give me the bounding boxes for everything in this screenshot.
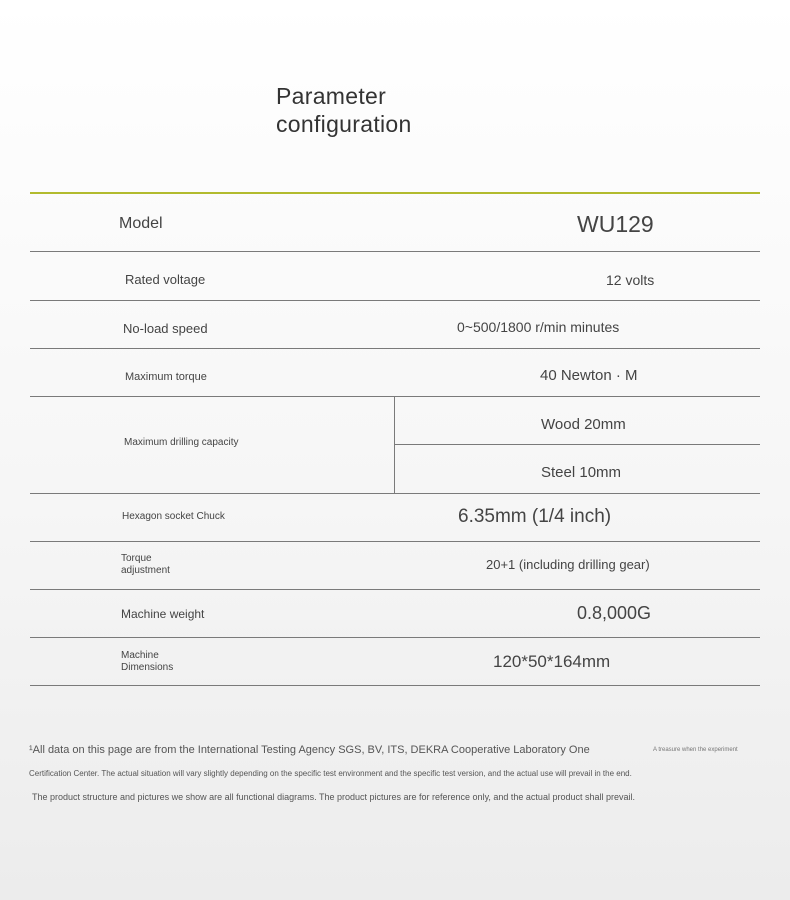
spec-label-dimensions xyxy=(121,650,173,674)
spec-value-speed: 0~500/1800 r/min minutes xyxy=(457,319,620,335)
spec-label-model: Model xyxy=(119,215,163,232)
spec-row-dimensions xyxy=(30,638,760,686)
spec-value-adjustment: 20+1 (including drilling gear) xyxy=(486,557,650,572)
disclaimer-side-note: A treasure when the experiment xyxy=(653,747,738,753)
page-title-line1: Parameter xyxy=(276,83,387,109)
spec-value-wood: Wood 20mm xyxy=(541,416,626,433)
spec-value-steel: Steel 10mm xyxy=(541,464,622,481)
spec-row-weight xyxy=(30,590,760,638)
spec-row-chuck xyxy=(30,494,760,542)
spec-value-voltage: 12 volts xyxy=(606,272,655,288)
page-title xyxy=(276,82,412,138)
spec-value-model: WU129 xyxy=(577,211,654,237)
spec-label-weight: Machine weight xyxy=(121,607,205,621)
spec-label-dimensions-line1: Machine xyxy=(121,650,159,661)
spec-label-torque: Maximum torque xyxy=(125,371,207,383)
spec-row-torque xyxy=(30,349,760,397)
spec-label-adjustment-line2: adjustment xyxy=(121,565,170,576)
spec-row-adjustment xyxy=(30,542,760,590)
spec-label-dimensions-line2: Dimensions xyxy=(121,662,174,673)
spec-value-torque: 40 Newton · M xyxy=(540,367,638,384)
disclaimer-line3: The product structure and pictures we show are all functional diagrams. The product pictures are for reference only, and the actual product shall prevail. xyxy=(32,792,635,802)
spec-row-model xyxy=(30,194,760,252)
spec-label-chuck: Hexagon socket Chuck xyxy=(122,511,225,522)
spec-value-chuck: 6.35mm (1/4 inch) xyxy=(458,506,612,527)
spec-row-voltage xyxy=(30,252,760,301)
disclaimer-notes xyxy=(0,740,790,820)
spec-label-adjustment-line1: Torque xyxy=(121,553,152,564)
spec-value-weight: 0.8,000G xyxy=(577,603,652,623)
drilling-horizontal-divider xyxy=(395,444,760,445)
page-title-line2: configuration xyxy=(276,111,412,137)
spec-label-drilling: Maximum drilling capacity xyxy=(124,437,239,448)
spec-value-dimensions: 120*50*164mm xyxy=(493,652,611,671)
spec-row-drilling xyxy=(30,397,760,494)
spec-label-speed: No-load speed xyxy=(123,321,208,336)
disclaimer-line1: ¹All data on this page are from the International Testing Agency SGS, BV, ITS, DEKRA Cooperative Laboratory One xyxy=(29,744,590,756)
spec-row-speed xyxy=(30,301,760,349)
disclaimer-line2: Certification Center. The actual situation will vary slightly depending on the specific test environment and the specific test version, and the actual use will prevail in the end. xyxy=(29,769,632,778)
spec-label-adjustment xyxy=(121,553,170,577)
spec-label-voltage: Rated voltage xyxy=(125,272,206,287)
